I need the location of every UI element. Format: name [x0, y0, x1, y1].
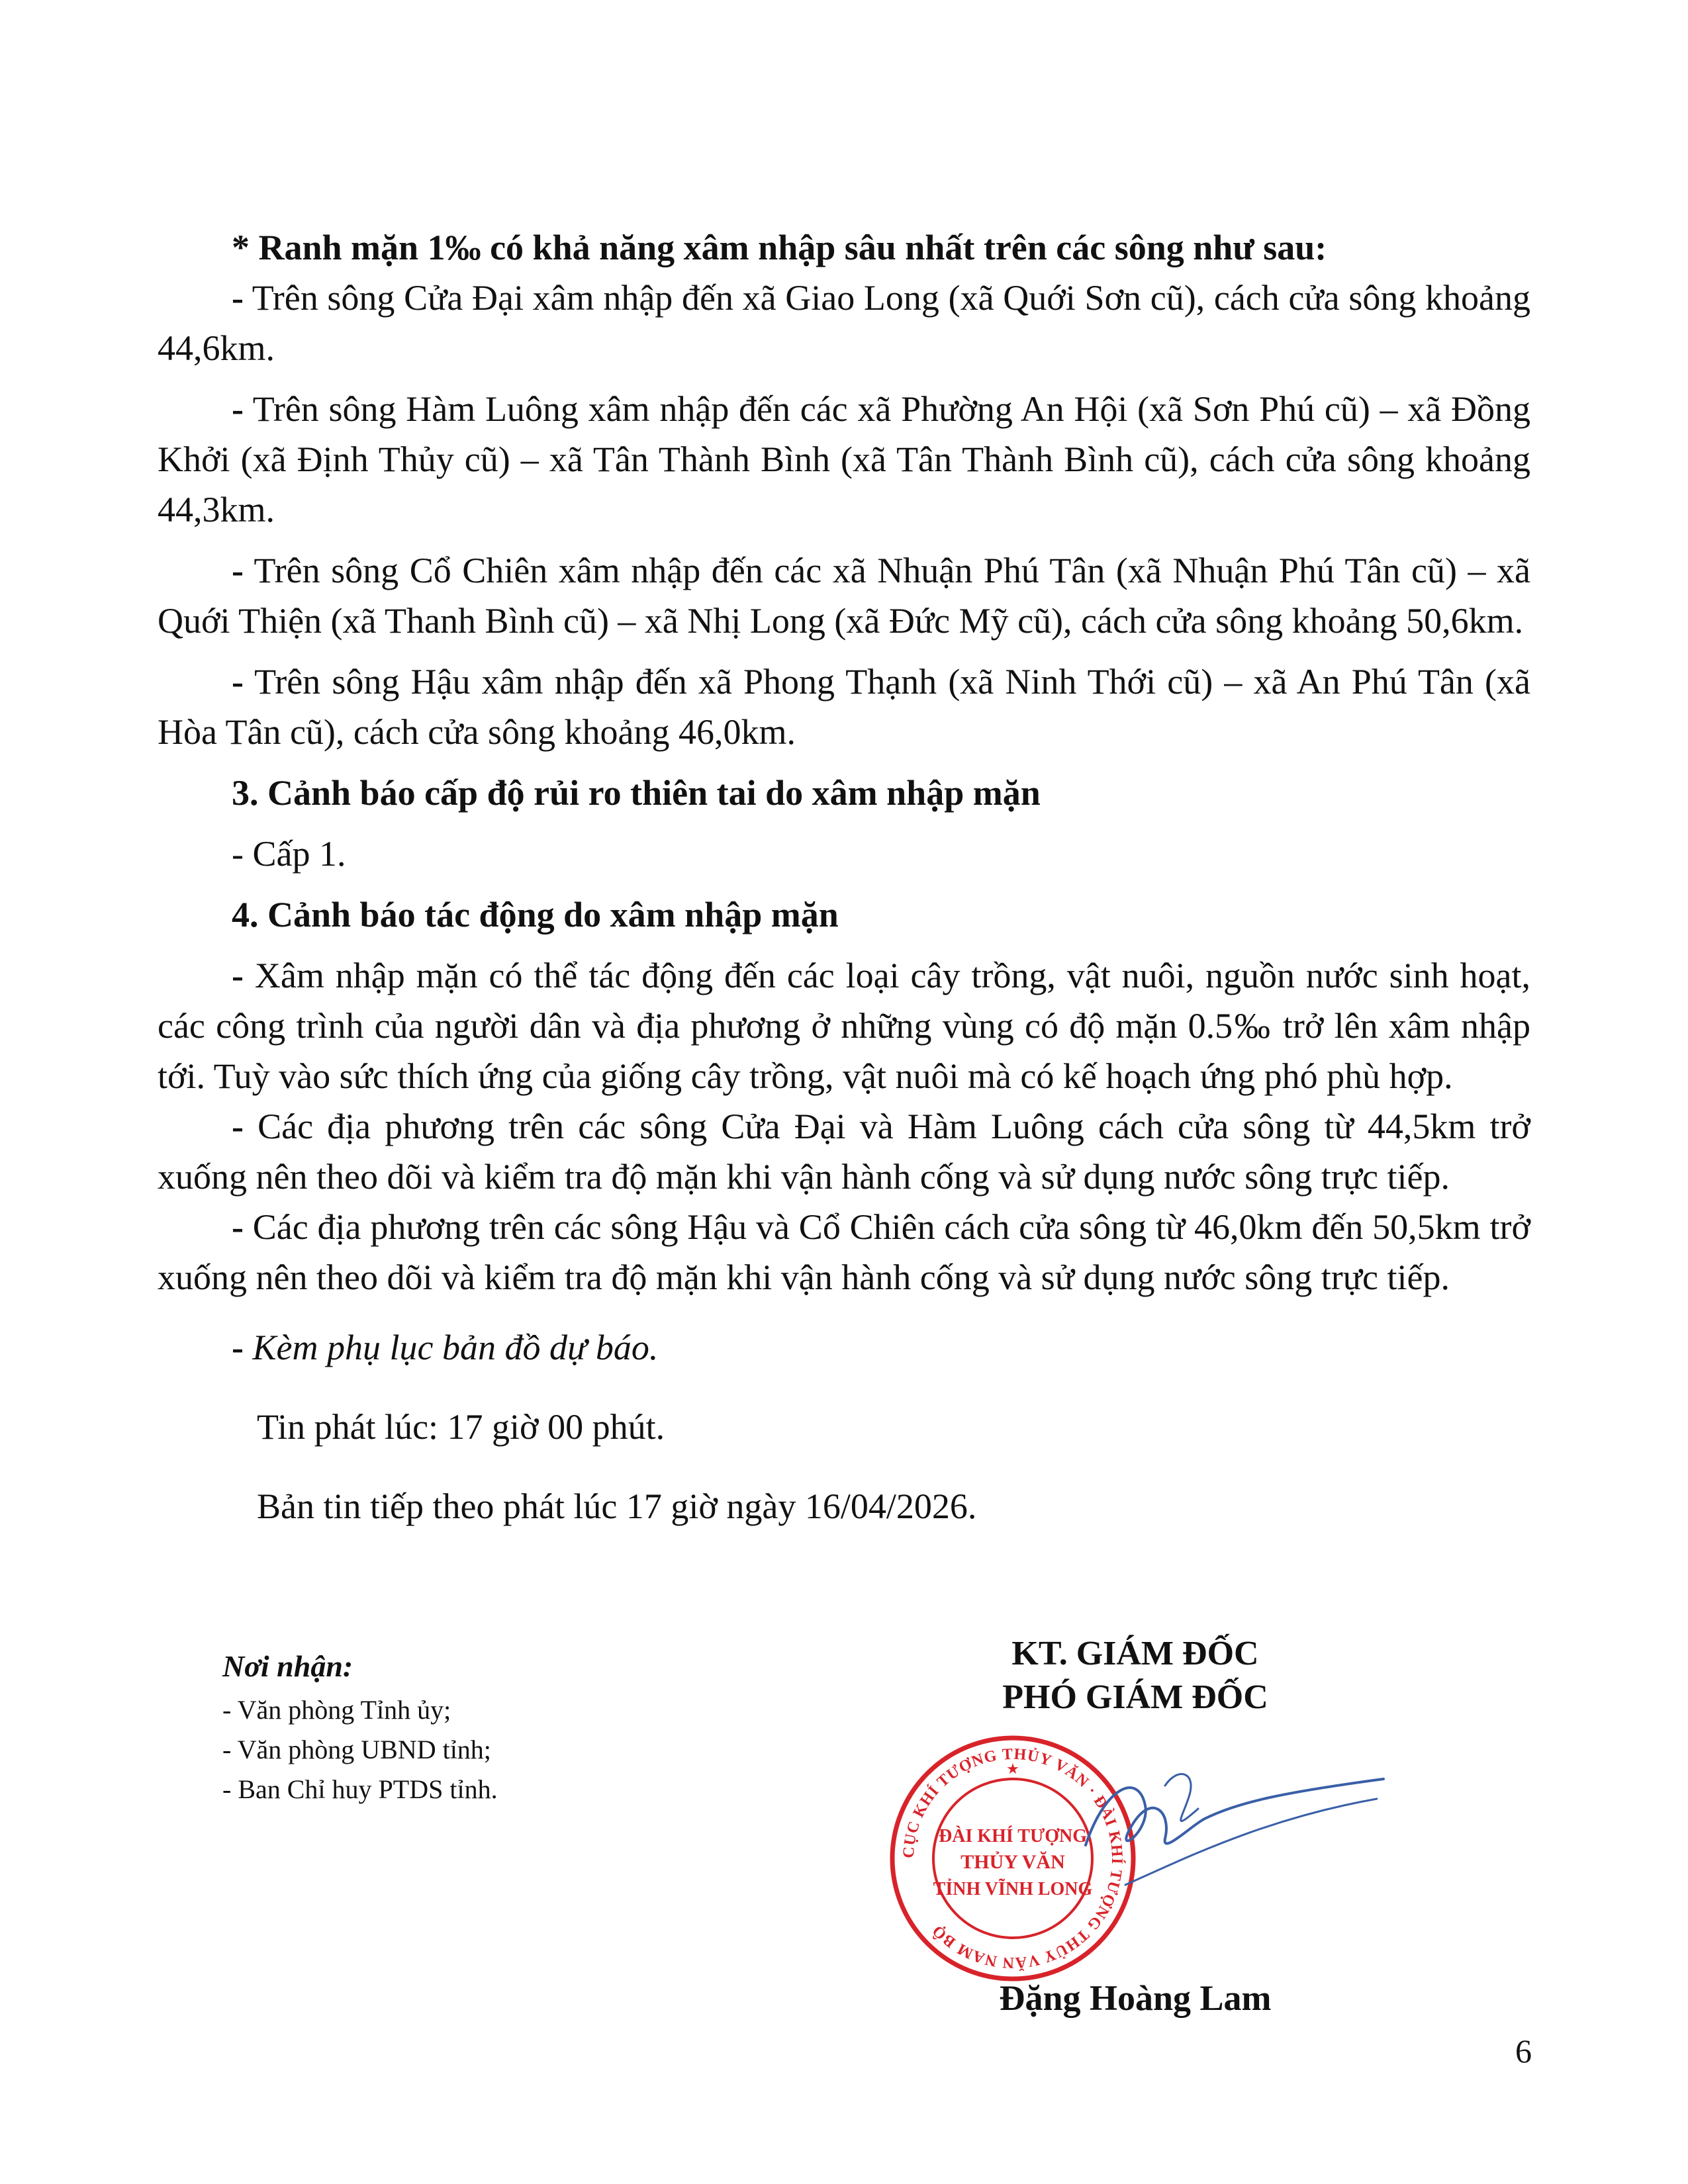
river-text: Trên sông Cổ Chiên xâm nhập đến các xã Nhuận Phú Tân (xã Nhuận Phú Tân cũ) – xã Quới Thiện (xã Thanh Bình cũ) – xã Nhị Long (xã Đức Mỹ cũ), cách cửa sông khoảng 50,6km.: [158, 551, 1530, 641]
dash: -: [232, 551, 244, 590]
dash: -: [232, 278, 244, 318]
recipient-item: - Văn phòng Tỉnh ủy;: [222, 1695, 451, 1725]
dash: -: [232, 662, 244, 702]
impact-text: Xâm nhập mặn có thể tác động đến các loại cây trồng, vật nuôi, nguồn nước sinh hoạt, các công trình của người dân và địa phương ở những vùng có độ mặn 0.5‰ trở lên xâm nhập tới. Tuỳ vào sức thích ứng của giống cây trồng, vật nuôi mà có kế hoạch ứng phó phù hợp.: [158, 956, 1530, 1096]
document-body: [158, 222, 1530, 1531]
recipient-item: - Ban Chỉ huy PTDS tỉnh.: [222, 1774, 498, 1804]
river-item: [158, 657, 1530, 757]
signature-block: [880, 1633, 1390, 2017]
seal-inner-line: TỈNH VĨNH LONG: [933, 1879, 1093, 1899]
seal-inner-line: THỦY VĂN: [961, 1851, 1065, 1873]
dash: -: [232, 1207, 244, 1247]
river-text: Trên sông Cửa Đại xâm nhập đến xã Giao Long (xã Quới Sơn cũ), cách cửa sông khoảng 44,6km.: [158, 278, 1530, 368]
seal-inner-line: ĐÀI KHÍ TƯỢNG: [938, 1826, 1088, 1846]
seal-outer-text: CỤC KHÍ TƯỢNG THỦY VĂN · ĐÀI KHÍ TƯỢNG THỦY VĂN NAM BỘ: [900, 1745, 1126, 1972]
section-3-item: - Cấp 1.: [232, 834, 346, 874]
river-item: [158, 545, 1530, 646]
dash: -: [232, 1107, 244, 1146]
seal-star-icon: ★: [1006, 1760, 1019, 1777]
river-item: [158, 273, 1530, 373]
river-text: Trên sông Hậu xâm nhập đến xã Phong Thạnh (xã Ninh Thới cũ) – xã An Phú Tân (xã Hòa Tân cũ), cách cửa sông khoảng 46,0km.: [158, 662, 1530, 752]
salinity-header: * Ranh mặn 1‰ có khả năng xâm nhập sâu nhất trên các sông như sau:: [232, 228, 1327, 267]
impact-item: [158, 1101, 1530, 1202]
handwritten-signature-icon: [1066, 1746, 1397, 1918]
dash: -: [232, 956, 244, 995]
impact-item: [158, 1202, 1530, 1302]
signer-title-line-1: KT. GIÁM ĐỐC: [1011, 1635, 1259, 1672]
signer-name: Đặng Hoàng Lam: [999, 1978, 1272, 2018]
river-item: [158, 384, 1530, 535]
dash: -: [232, 389, 244, 429]
recipients-title: Nơi nhận:: [222, 1649, 353, 1683]
river-text: Trên sông Hàm Luông xâm nhập đến các xã Phường An Hội (xã Sơn Phú cũ) – xã Đồng Khởi (xã Định Thủy cũ) – xã Tân Thành Bình (xã Tân Thành Bình cũ), cách cửa sông khoảng 44,3km.: [158, 389, 1530, 529]
recipient-item: - Văn phòng UBND tỉnh;: [222, 1735, 491, 1764]
attachment-text: Kèm phụ lục bản đồ dự báo.: [243, 1328, 659, 1367]
signer-title-line-2: PHÓ GIÁM ĐỐC: [1002, 1678, 1268, 1716]
dash: -: [232, 1328, 244, 1367]
recipients-block: [222, 1647, 498, 1809]
page-number: 6: [1515, 2032, 1532, 2070]
attachment-note: [158, 1322, 1530, 1373]
section-4-title: 4. Cảnh báo tác động do xâm nhập mặn: [232, 895, 839, 934]
issue-time: Tin phát lúc: 17 giờ 00 phút.: [257, 1407, 665, 1447]
next-bulletin: Bản tin tiếp theo phát lúc 17 giờ ngày 16/04/2026.: [257, 1486, 977, 1526]
impact-text: Các địa phương trên các sông Cửa Đại và Hàm Luông cách cửa sông từ 44,5km trở xuống nên theo dõi và kiểm tra độ mặn khi vận hành cống và sử dụng nước sông trực tiếp.: [158, 1107, 1530, 1197]
impact-item: [158, 950, 1530, 1101]
section-3-title: 3. Cảnh báo cấp độ rủi ro thiên tai do xâm nhập mặn: [232, 773, 1041, 813]
impact-text: Các địa phương trên các sông Hậu và Cổ Chiên cách cửa sông từ 46,0km đến 50,5km trở xuống nên theo dõi và kiểm tra độ mặn khi vận hành cống và sử dụng nước sông trực tiếp.: [158, 1207, 1530, 1297]
